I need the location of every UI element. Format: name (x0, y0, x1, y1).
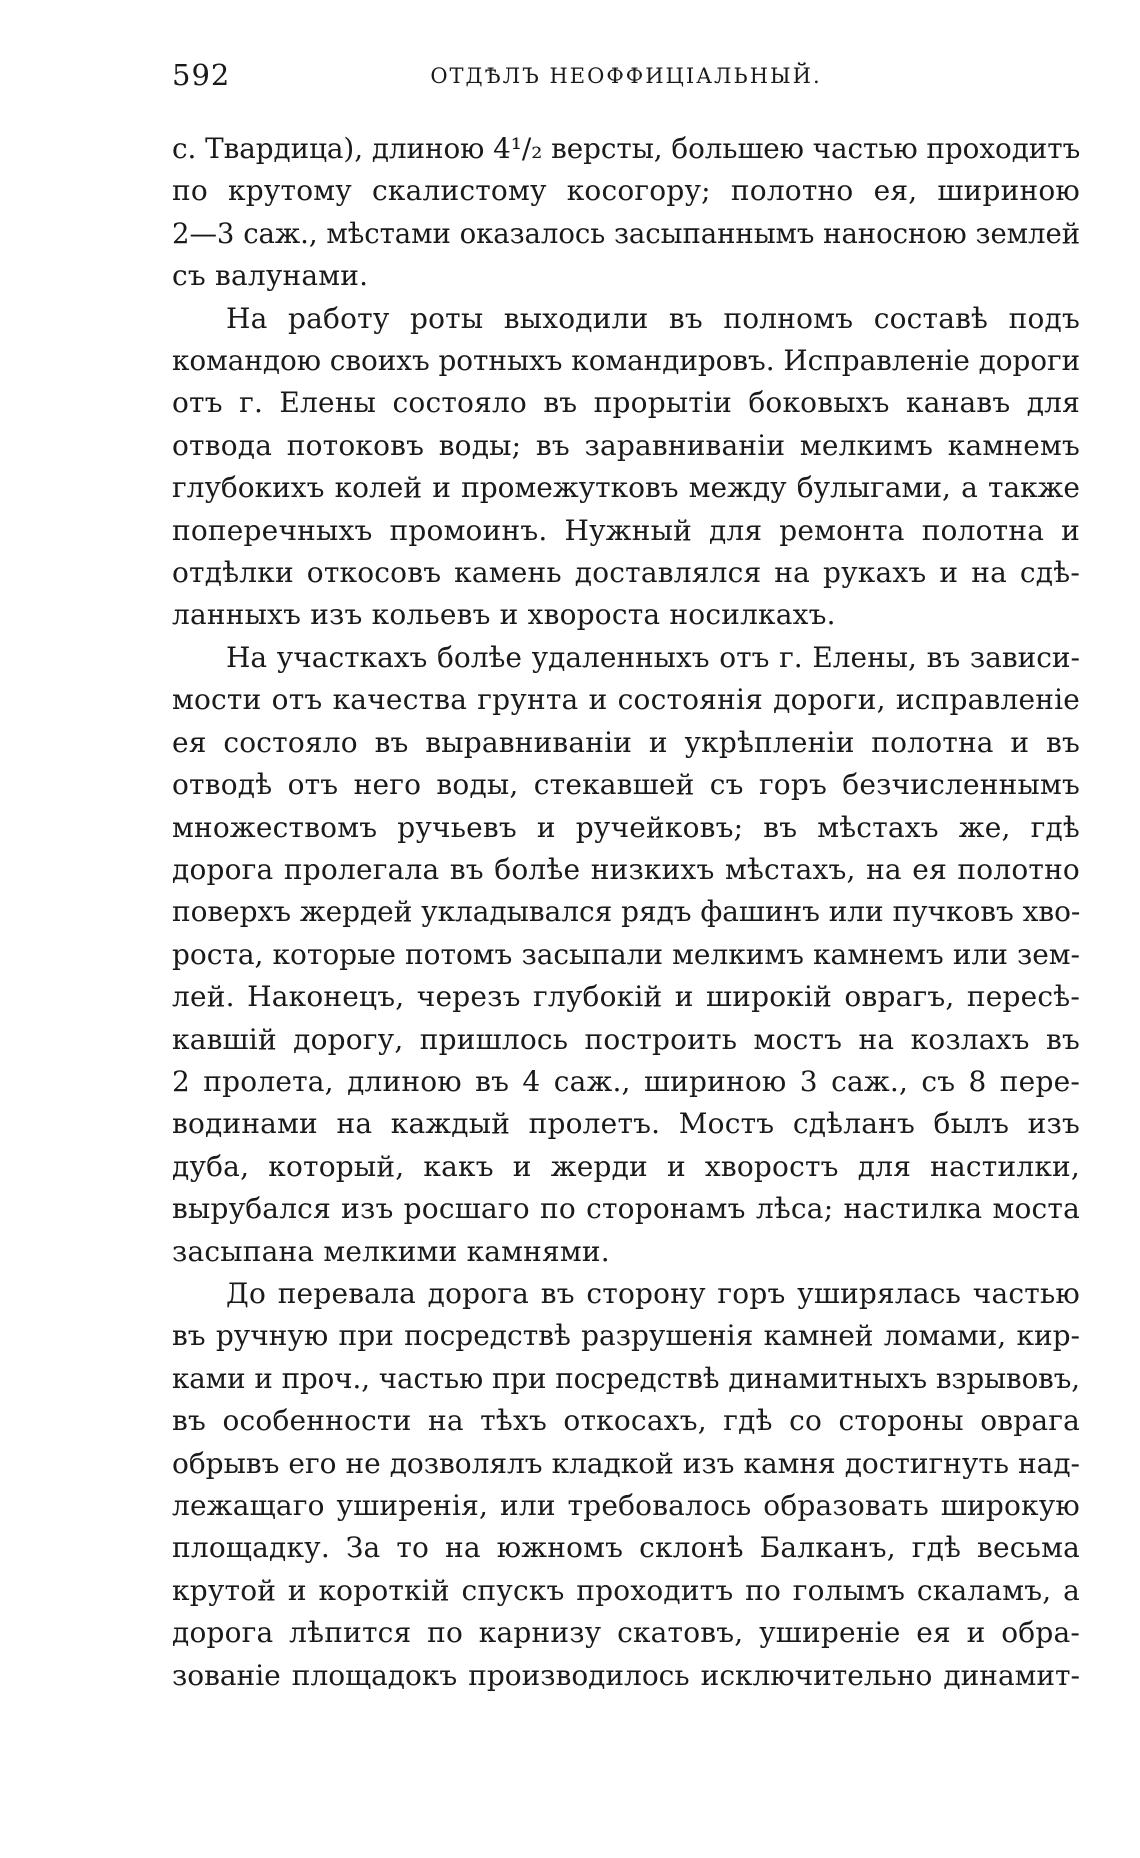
text-line: роста, которые потомъ засыпали мелкимъ камнемъ или зем- (172, 937, 1080, 971)
paragraph-2 (172, 298, 1080, 637)
text-line: дуба, который, какъ и жерди и хворостъ для настилки, (172, 1149, 1080, 1183)
text-line: водинами на каждый пролетъ. Мостъ сдѣланъ былъ изъ (172, 1107, 1080, 1141)
text-line: ками и проч., частью при посредствѣ динамитныхъ взрывовъ, (172, 1361, 1080, 1395)
page-header (172, 58, 1080, 102)
text-line: глубокихъ колей и промежутковъ между булыгами, а также (172, 471, 1080, 505)
text-line: лей. Наконецъ, черезъ глубокій и широкій оврагъ, пересѣ- (172, 980, 1080, 1014)
running-head: ОТДѢЛЪ НЕОФФИЦІАЛЬНЫЙ. (430, 64, 822, 88)
text-line: обрывъ его не дозволялъ кладкой изъ камня достигнуть над- (172, 1446, 1080, 1480)
text-line: лежащаго уширенія, или требовалось образовать широкую (172, 1489, 1080, 1522)
text-line: съ валунами. (172, 259, 369, 293)
text-line: 2 пролета, длиною въ 4 саж., шириною 3 саж., съ 8 пере- (172, 1064, 1080, 1098)
text-line: крутой и короткій спускъ проходитъ по голымъ скаламъ, а (172, 1573, 1080, 1607)
text-line: На работу роты выходили въ полномъ составѣ подъ (226, 301, 1080, 335)
text-line: дорога пролегала въ болѣе низкихъ мѣстахъ, на ея полотно (172, 852, 1080, 886)
text-line: площадку. За то на южномъ склонѣ Балканъ, гдѣ весьма (172, 1531, 1080, 1565)
text-line: засыпана мелкими камнями. (172, 1234, 610, 1268)
text-line: вырубался изъ росшаго по сторонамъ лѣса; настилка моста (172, 1192, 1080, 1226)
text-line: отводѣ отъ него воды, стекавшей съ горъ безчисленнымъ (172, 768, 1080, 802)
text-line: с. Твардица), длиною 4¹/₂ версты, большею частью проходитъ (172, 132, 1081, 165)
text-line: множествомъ ручьевъ и ручейковъ; въ мѣстахъ же, гдѣ (172, 810, 1080, 844)
text-line: поперечныхъ промоинъ. Нужный для ремонта полотна и (172, 513, 1080, 547)
text-line: ея состояло въ выравниваніи и укрѣпленіи полотна и въ (172, 725, 1080, 759)
text-line: отдѣлки откосовъ камень доставлялся на рукахъ и на сдѣ- (172, 556, 1080, 590)
page-number: 592 (172, 58, 231, 92)
text-line: въ ручную при посредствѣ разрушенія камней ломами, кир- (172, 1319, 1080, 1353)
paragraph-3 (172, 637, 1080, 1273)
paragraph-1 (172, 128, 1080, 298)
text-line: кавшій дорогу, пришлось построить мостъ на козлахъ въ (172, 1022, 1080, 1056)
document-page (172, 58, 1080, 1697)
body-text (172, 128, 1080, 1697)
text-line: въ особенности на тѣхъ откосахъ, гдѣ со стороны оврага (172, 1404, 1080, 1438)
text-line: 2—3 саж., мѣстами оказалось засыпаннымъ наносною землей (172, 217, 1080, 250)
text-line: поверхъ жердей укладывался рядъ фашинъ или пучковъ хво- (172, 895, 1081, 929)
text-line: отъ г. Елены состояло въ прорытіи боковыхъ канавъ для (172, 386, 1080, 420)
text-line: зованіе площадокъ производилось исключительно динамит- (172, 1658, 1080, 1692)
text-line: мости отъ качества грунта и состоянія дороги, исправленіе (172, 683, 1080, 717)
text-line: командою своихъ ротныхъ командировъ. Исправленіе дороги (172, 344, 1081, 378)
text-line: дорога лѣпится по карнизу скатовъ, уширеніе ея и обра- (172, 1616, 1080, 1650)
text-line: по крутому скалистому косогору; полотно ея, шириною (172, 174, 1080, 208)
text-line: ланныхъ изъ кольевъ и хвороста носилкахъ. (172, 598, 836, 632)
text-line: На участкахъ болѣе удаленныхъ отъ г. Елены, въ зависи- (226, 640, 1080, 674)
paragraph-4 (172, 1273, 1080, 1697)
text-line: До перевала дорога въ сторону горъ уширялась частью (226, 1276, 1080, 1310)
text-line: отвода потоковъ воды; въ заравниваніи мелкимъ камнемъ (172, 428, 1080, 462)
